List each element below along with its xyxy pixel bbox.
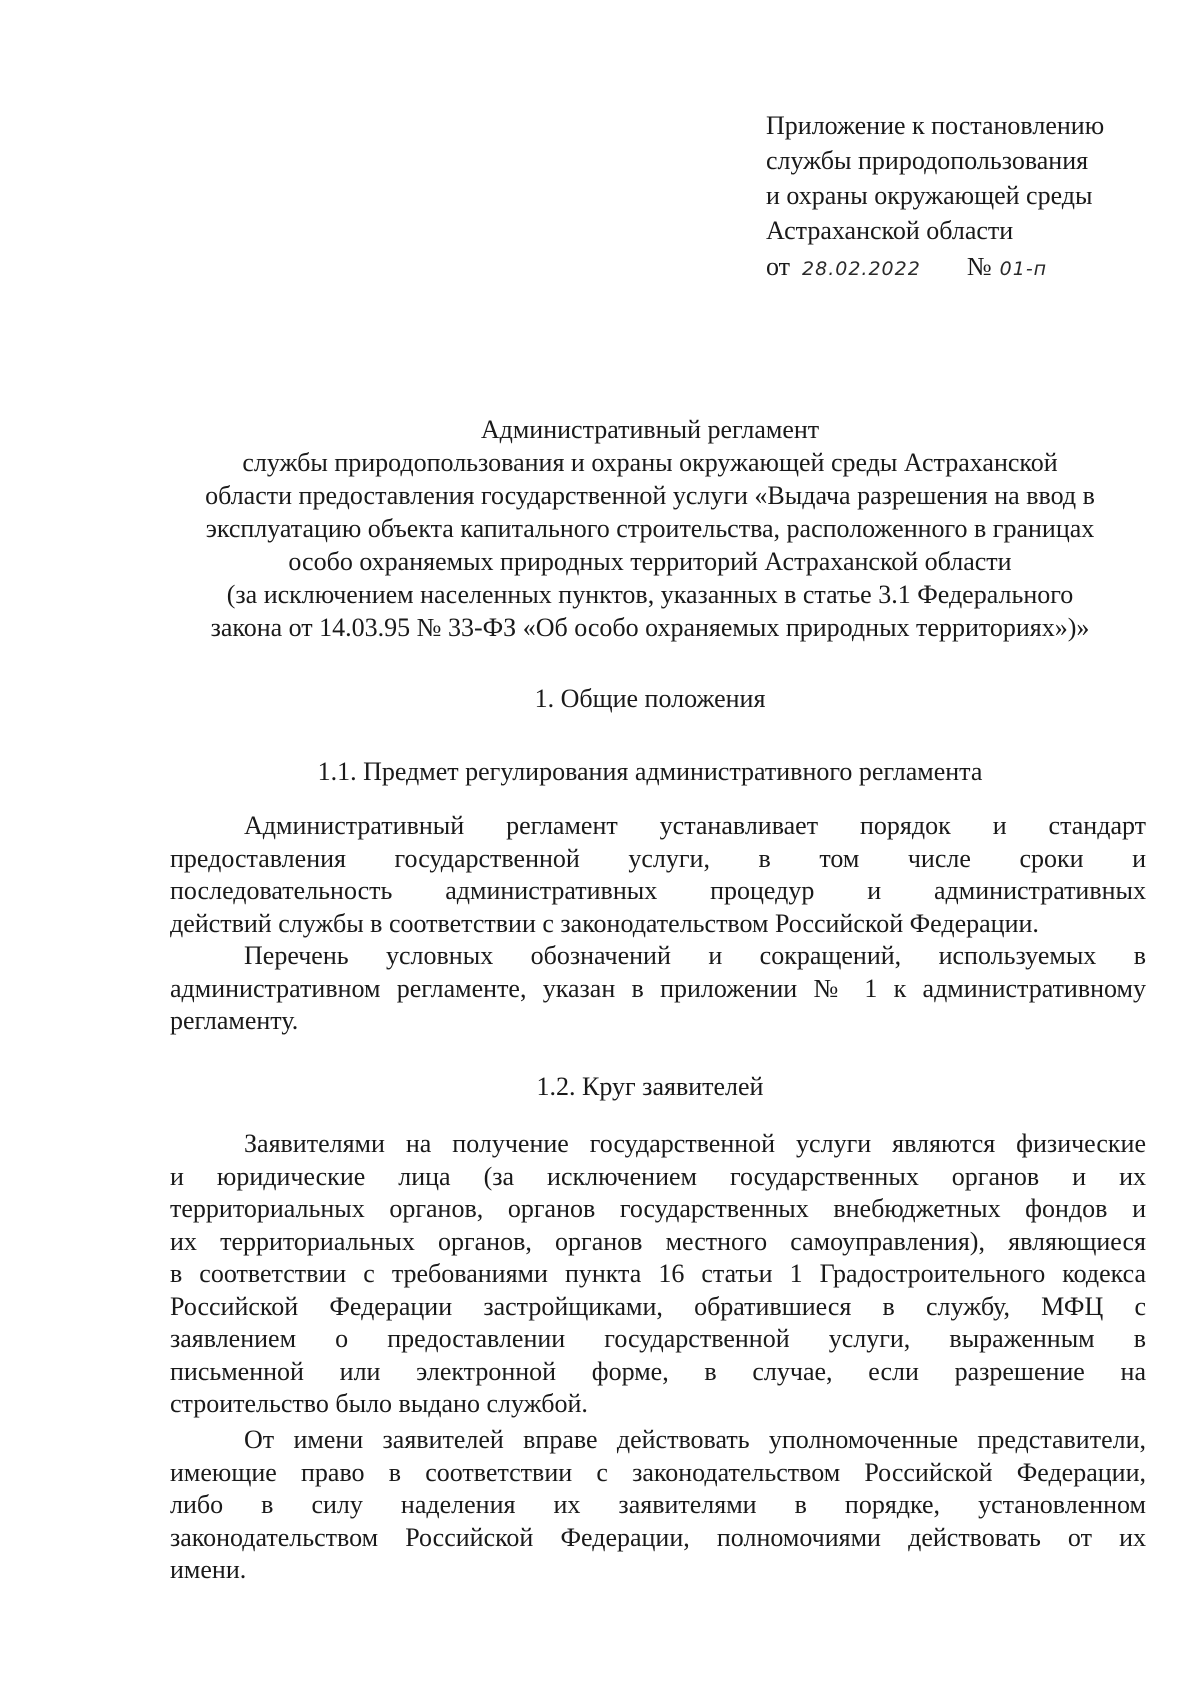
document-title [155,413,1145,644]
paragraph-line: имени. [170,1555,247,1584]
paragraph-representatives [170,1424,1146,1587]
title-line: (за исключением населенных пунктов, указанных в статье 3.1 Федерального [226,580,1074,609]
title-line: закона от 14.03.95 № 33-ФЗ «Об особо охраняемых природных территориях»)» [210,613,1090,642]
appendix-reference-line [766,249,1166,287]
paragraph-line: заявлением о предоставлении государственной услуги, выраженным в [170,1324,1146,1353]
appendix-line: Приложение к постановлению [766,111,1105,140]
paragraph-line: их территориальных органов, органов местного самоуправления), являющиеся [170,1226,1146,1256]
title-line: эксплуатацию объекта капитального строительства, расположенного в границах [205,514,1095,543]
paragraph-line: Перечень условных обозначений и сокращений, используемых в [244,941,1146,970]
paragraph-line: либо в силу наделения их заявителями в порядке, установленном [170,1490,1146,1519]
appendix-block [766,108,1166,287]
appendix-line: службы природопользования [766,146,1089,175]
paragraph-line: От имени заявителей вправе действовать уполномоченные представители, [244,1425,1146,1454]
title-line: особо охраняемых природных территорий Астраханской области [288,547,1012,576]
paragraph-line: административном регламенте, указан в приложении № 1 к административному [170,973,1146,1003]
paragraph-line: регламенту. [170,1006,299,1035]
paragraph-line: строительство было выдано службой. [170,1389,588,1418]
appendix-line: Астраханской области [766,216,1014,245]
paragraph-line: в соответствии с требованиями пункта 16 статьи 1 Градостроительного кодекса [170,1259,1146,1288]
section-heading-subject: 1.1. Предмет регулирования административного регламента [317,757,983,786]
handwritten-date: 28.02.2022 [802,258,921,280]
paragraph-line: Административный регламент устанавливает порядок и стандарт [244,811,1146,840]
paragraph-subject [170,810,1146,940]
paragraph-line: законодательством Российской Федерации, полномочиями действовать от их [170,1522,1146,1552]
paragraph-line: действий службы в соответствии с законодательством Российской Федерации. [170,908,1039,938]
title-line: службы природопользования и охраны окружающей среды Астраханской [242,448,1058,477]
paragraph-line: и юридические лица (за исключением государственных органов и их [170,1161,1146,1191]
paragraph-line: Российской Федерации застройщиками, обратившиеся в службу, МФЦ с [170,1291,1146,1321]
paragraph-abbreviations [170,940,1146,1038]
section-heading-applicants: 1.2. Круг заявителей [536,1072,764,1101]
number-prefix: № [966,252,992,281]
date-prefix: от [766,252,791,281]
handwritten-number: 01-п [999,258,1048,280]
title-line: Административный регламент [480,415,820,444]
paragraph-line: письменной или электронной форме, в случае, если разрешение на [170,1356,1146,1386]
section-heading-general: 1. Общие положения [534,684,766,713]
paragraph-line: предоставления государственной услуги, в том числе сроки и [170,843,1146,873]
paragraph-line: территориальных органов, органов государственных внебюджетных фондов и [170,1194,1146,1223]
paragraph-line: имеющие право в соответствии с законодательством Российской Федерации, [170,1457,1146,1487]
title-line: области предоставления государственной услуги «Выдача разрешения на ввод в [205,481,1095,510]
paragraph-line: последовательность административных процедур и административных [170,876,1146,905]
paragraph-line: Заявителями на получение государственной услуги являются физические [244,1129,1146,1158]
appendix-line: и охраны окружающей среды [766,181,1093,210]
paragraph-applicants [170,1128,1146,1421]
